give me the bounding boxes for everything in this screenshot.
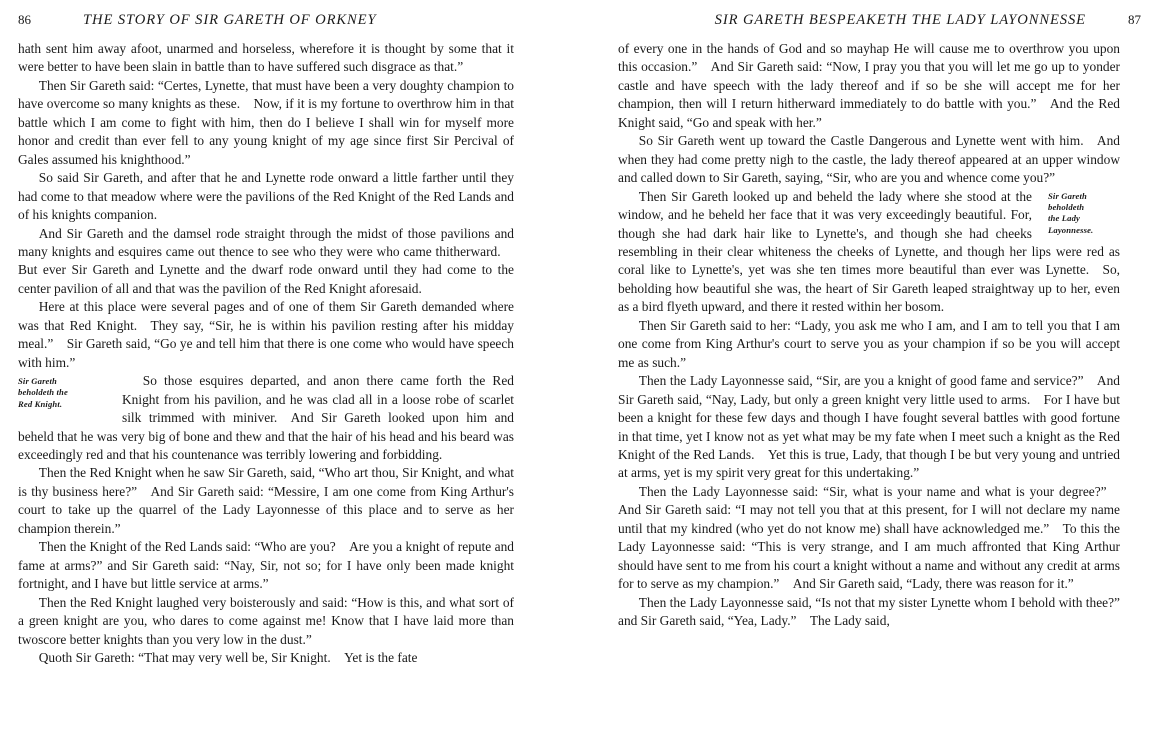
paragraph: So said Sir Gareth, and after that he and Lynette rode onward a little farther until they had come to that meadow where were the pavilions of the Red Knight of the Red Lands and of his knights companion. [18, 170, 514, 223]
marginal-note-line: beholdeth [1048, 201, 1085, 212]
marginal-note-line: Layonnesse. [1048, 224, 1094, 235]
paragraph: Then the Red Knight when he saw Sir Gareth, said, “Who art thou, Sir Knight, and what is thy business here?” And Sir Gareth said: “Messire, I am one come from King Arthur's court to take up the quarrel of the Lady Layonnesse of this place and to serve as her champion therein.” [18, 465, 514, 536]
left-running-head [18, 12, 560, 40]
paragraph: of every one in the hands of God and so mayhap He will cause me to overthrow you upon this occasion.” And Sir Gareth said: “Now, I pray you that you will let me go up to yonder castle and have speech with the lady thereof and if so be she will accept me for her champion, then will I return hitherward immediately to do battle with you.” And the Red Knight said, “Go and speak with her.” [618, 41, 1120, 130]
left-page [0, 0, 560, 735]
left-running-head-title: THE STORY OF SIR GARETH OF ORKNEY [83, 12, 377, 28]
paragraph: Then the Lady Layonnesse said: “Sir, what is your name and what is your degree?” And Sir Gareth said: “I may not tell you that at this present, for I will not declare my name until that my kindred (who yet do not know me) shall have acknowledged me.” To this the Lady Layonnesse said: “This is very strange, and I am much affronted that King Arthur should have sent to me from his court a knight without a name and without any credit at arms for to serve as my champion.” And Sir Gareth said, “Lady, there was reason for it.” [618, 483, 1120, 592]
marginal-note-line: Sir Gareth [18, 376, 57, 387]
left-folio: 86 [18, 12, 31, 27]
paragraph: Then the Lady Layonnesse said, “Is not that my sister Lynette whom I behold with thee?” and Sir Gareth said, “Yea, Lady.” The Lady said, [618, 594, 1120, 629]
paragraph: So Sir Gareth went up toward the Castle Dangerous and Lynette went with him. And when they had come pretty nigh to the castle, the lady thereof appeared at an upper window and called down to Sir Gareth, saying, “Sir, who are you and whence come you?” [618, 133, 1120, 186]
paragraph: Quoth Sir Gareth: “That may very well be, Sir Knight. Yet is the fate [38, 649, 418, 665]
marginal-note-right [1048, 191, 1120, 236]
paragraph: Then the Lady Layonnesse said, “Sir, are you a knight of good fame and service?” And Sir Gareth said, “Nay, Lady, but only a green knight very little used to arms. For I have but been a knight for these few days and though I have fought several battles with good fortune in that time, yet I know not as yet what may be my fate when I meet such a knight as the Red Knight of the Red Lands. Yet this is true, Lady, that though I be but very young and untried at arms, yet is my spirit very great for this undertaking.” [618, 373, 1120, 481]
paragraph: So those esquires departed, and anon there came forth the Red Knight from his pavilion, and he was clad all in a loose robe of scarlet silk trimmed with miniver. And Sir Gareth looked upon him and beheld that he was very big of bone and thew and that the hair of his head and his beard was exceedingly red and that his countenance was terribly lowering and forbidding. [18, 373, 514, 462]
right-folio: 87 [1128, 12, 1141, 27]
paragraph: And Sir Gareth and the damsel rode straight through the midst of those pavilions and many knights and esquires came out thence to see who they were who came thitherward. But ever Sir Gareth and Lynette and the dwarf rode onward until they had come to the center pavilion of all and that was the pavilion of the Red Knight aforesaid. [18, 225, 514, 296]
marginal-note-line: Red Knight. [18, 398, 63, 409]
paragraph: Then Sir Gareth looked up and beheld the lady where she stood at the window, and he beheld her face that it was very exceedingly beautiful. For, though she had dark hair like to Lynette's, and though she had cheeks resembling in their clear whiteness the cheeks of Lynette, and though her lips were red as coral like to Lynette's, yet was she ten times more beautiful than ever was Lynette. So, beholding how beautiful she was, the heart of Sir Gareth leaped straightway up to her, even as a bird flyeth upward, and there it rested within her bosom. [618, 188, 1120, 315]
marginal-note-line: beholdeth the [18, 387, 68, 398]
marginal-note-line: Sir Gareth [1048, 190, 1087, 201]
right-page [560, 0, 1159, 735]
marginal-note-line: the Lady [1048, 213, 1080, 224]
paragraph: Then Sir Gareth said: “Certes, Lynette, that must have been a very doughty champion to have overcome so many knights as these. Now, if it is my fortune to overthrow him in that battle which I am come to fight with him, then do I believe I shall win for myself more honor and credit than ever fell to any young knight of my age since first Sir Percival of Gales assumed his knighthood.” [18, 77, 514, 167]
right-text-block [618, 40, 1120, 631]
paragraph: Here at this place were several pages and of one of them Sir Gareth demanded where was that Red Knight. They say, “Sir, he is within his pavilion resting after his midday meal.” Sir Gareth said, “Go ye and tell him that there is one come who would have speech with him.” [18, 299, 514, 370]
paragraph: hath sent him away afoot, unarmed and horseless, wherefore it is thought by some that it were better to have been slain in battle than to have suffered such disgrace as that.” [18, 41, 514, 75]
paragraph: Then the Red Knight laughed very boisterously and said: “How is this, and what sort of a green knight are you, who dares to come against me! Know that I have laid more than twoscore better knights than you very low in the dust.” [18, 594, 514, 647]
right-running-head [618, 12, 1141, 40]
marginal-note-left [18, 376, 104, 410]
paragraph: Then the Knight of the Red Lands said: “Who are you? Are you a knight of repute and fame at arms?” and Sir Gareth said: “Nay, Sir, not so; for I have only been made knight fortnight, and I have but little service at arms.” [18, 539, 514, 592]
left-text-block [18, 40, 514, 667]
right-running-head-title: SIR GARETH BESPEAKETH THE LADY LAYONNESSE [714, 12, 1086, 28]
paragraph: Then Sir Gareth said to her: “Lady, you ask me who I am, and I am to tell you that I am one come from King Arthur's court to serve you as your champion if so be you will accept me as such.” [618, 317, 1120, 370]
